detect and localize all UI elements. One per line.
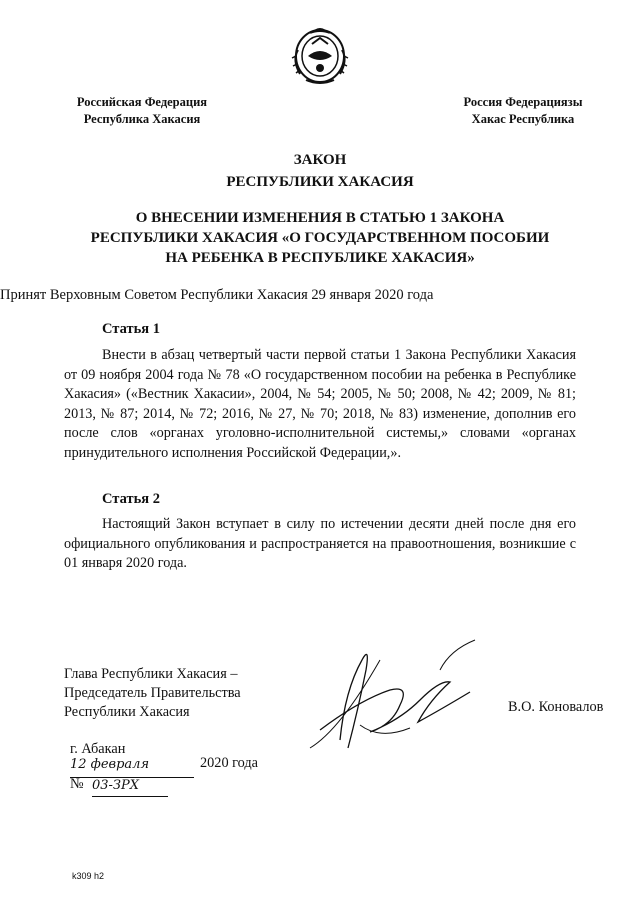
article1-body xyxy=(64,346,576,463)
law-subtitle-line2: РЕСПУБЛИКИ ХАКАСИЯ «О ГОСУДАРСТВЕННОМ ПОСОБИИ xyxy=(90,230,550,246)
article1-text: Внести в абзац четвертый части первой статьи 1 Закона Республики Хакасия от 09 ноября 2004 года № 78 «О государственном пособии на ребенка в Республике Хакасия» («Вестник Хакасии», 2004, № 54; 2005, № 50; 2008, № 42; 2009, № 81; 2013, № 87; 2014, № 72; 2016, № 27, № 70; 2018, № 83) изменение, дополнив его после слов «органах уголовно-исполнительной системы,» словами «органах принудительного исполнения Российской Федерации,». xyxy=(64,347,576,461)
law-title: ЗАКОН xyxy=(293,152,347,168)
header-right-line2: Хакас Республика xyxy=(471,112,575,126)
date-field xyxy=(70,757,194,778)
document-code: k309 h2 xyxy=(72,871,105,881)
date-year: 2020 года xyxy=(200,755,259,771)
header-left xyxy=(62,94,222,128)
city: г. Абакан xyxy=(70,741,126,757)
position-line3: Республики Хакасия xyxy=(64,704,190,720)
article1-heading: Статья 1 xyxy=(102,321,160,337)
law-subtitle-line1: О ВНЕСЕНИИ ИЗМЕНЕНИЯ В СТАТЬЮ 1 ЗАКОНА xyxy=(135,210,505,226)
header-left-line2: Республика Хакасия xyxy=(83,112,201,126)
header-right-line1: Россия Федерациязы xyxy=(463,95,583,109)
coat-of-arms-emblem xyxy=(288,20,352,88)
signatory-name: В.О. Коновалов xyxy=(508,699,604,715)
law-title-region: РЕСПУБЛИКИ ХАКАСИЯ xyxy=(226,174,414,190)
law-subtitle-line3: НА РЕБЕНКА В РЕСПУБЛИКЕ ХАКАСИЯ» xyxy=(165,250,475,266)
number-field xyxy=(92,778,168,797)
article2-text: Настоящий Закон вступает в силу по истечении десяти дней после дня его официального опубликования и распространяется на правоотношения, возникшие с 01 января 2020 года. xyxy=(64,516,576,571)
header-right xyxy=(448,94,598,128)
header-left-line1: Российская Федерация xyxy=(76,95,208,109)
article2-heading: Статья 2 xyxy=(102,491,160,507)
position-line1: Глава Республики Хакасия – xyxy=(64,666,238,682)
number-label: № xyxy=(70,776,84,792)
adopted-line: Принят Верховным Советом Республики Хакасия 29 января 2020 года xyxy=(0,287,434,303)
number-handwritten: 03-ЗРХ xyxy=(92,778,140,793)
handwritten-signature xyxy=(300,630,500,760)
position-line2: Председатель Правительства xyxy=(64,685,241,701)
date-handwritten: 12 февраля xyxy=(70,757,150,772)
signatory-position xyxy=(64,665,241,722)
article2-body xyxy=(64,515,576,574)
